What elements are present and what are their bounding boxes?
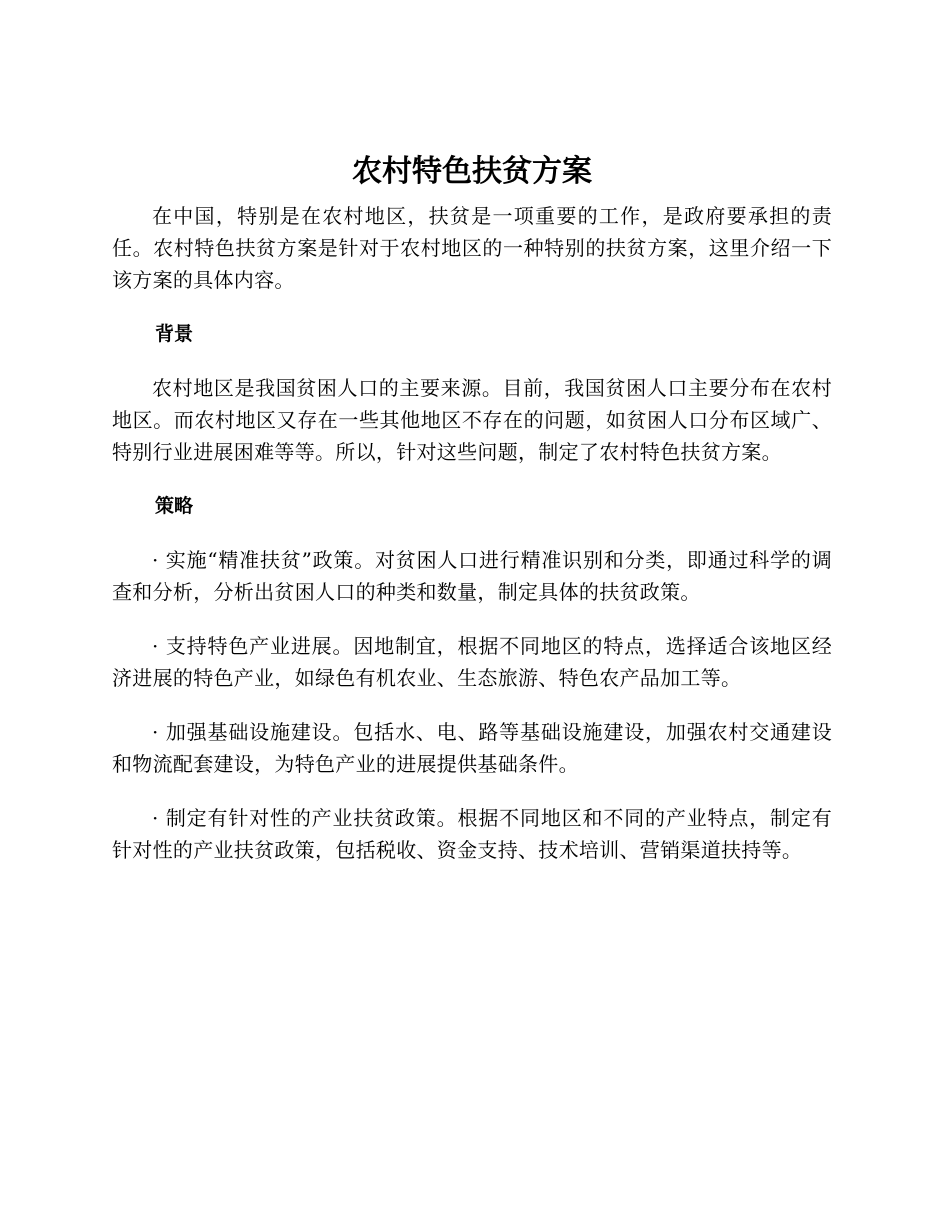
strategy-bullet-precision-poverty: · 实施“精准扶贫”政策。对贫困人口进行精准识别和分类，即通过科学的调查和分析，分析出贫困人口的种类和数量，制定具体的扶贫政策。 bbox=[112, 548, 832, 604]
section-heading-background: 背景 bbox=[155, 323, 194, 345]
document-title: 农村特色扶贫方案 bbox=[352, 154, 592, 189]
background-paragraph: 农村地区是我国贫困人口的主要来源。目前，我国贫困人口主要分布在农村地区。而农村地区又存在一些其他地区不存在的问题，如贫困人口分布区域广、特别行业进展困难等等。所以，针对这些问题，制定了农村特色扶贫方案。 bbox=[112, 376, 832, 464]
section-heading-strategy: 策略 bbox=[155, 495, 194, 517]
strategy-bullet-infrastructure: · 加强基础设施建设。包括水、电、路等基础设施建设，加强农村交通建设和物流配套建设，为特色产业的进展提供基础条件。 bbox=[112, 720, 832, 776]
intro-paragraph: 在中国，特别是在农村地区，扶贫是一项重要的工作，是政府要承担的责任。农村特色扶贫方案是针对于农村地区的一种特别的扶贫方案，这里介绍一下该方案的具体内容。 bbox=[112, 204, 832, 292]
strategy-bullet-industry-policy: · 制定有针对性的产业扶贫政策。根据不同地区和不同的产业特点，制定有针对性的产业扶贫政策，包括税收、资金支持、技术培训、营销渠道扶持等。 bbox=[112, 806, 832, 862]
strategy-bullet-featured-industry: · 支持特色产业进展。因地制宜，根据不同地区的特点，选择适合该地区经济进展的特色产业，如绿色有机农业、生态旅游、特色农产品加工等。 bbox=[112, 634, 832, 690]
document-page bbox=[112, 150, 832, 866]
